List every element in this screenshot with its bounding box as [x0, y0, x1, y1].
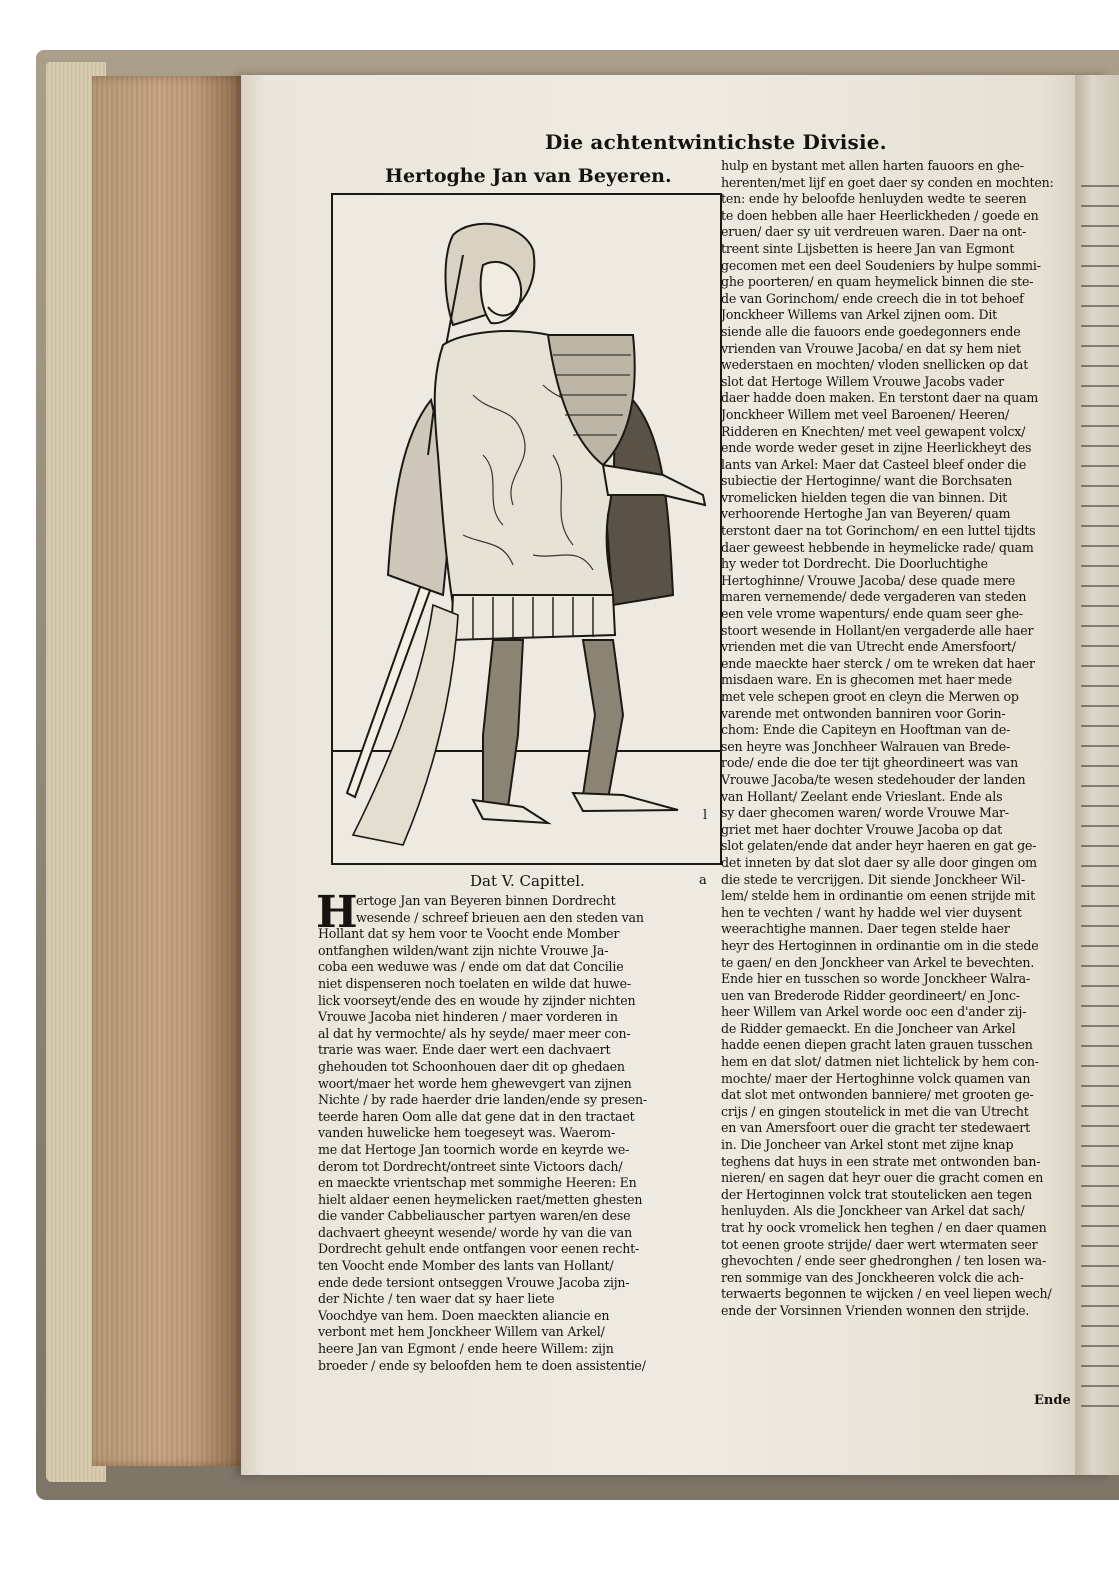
text-line: hulp en bystant met allen harten fauoors en ghe- — [721, 158, 1024, 173]
right-page-edge — [1075, 75, 1119, 1475]
text-line: misdaen ware. En is ghecomen met haer mede — [721, 672, 1012, 688]
text-line: derom tot Dordrecht/ontreet sinte Victoors dach/ — [318, 1158, 623, 1174]
text-line: de Ridder gemaeckt. En die Joncheer van Arkel — [721, 1020, 1016, 1036]
text-line: die vander Cabbeliauscher partyen waren/en dese — [318, 1208, 631, 1224]
text-line: me dat Hertoge Jan toornich worde en keyrde we- — [318, 1141, 630, 1157]
duke-figure-woodcut — [333, 195, 720, 863]
text-line: ontfanghen wilden/want zijn nichte Vrouwe Ja- — [318, 942, 609, 958]
text-line: ghehouden tot Schoonhouen daer dit op ghedaen — [318, 1058, 625, 1074]
text-line: sy daer ghecomen waren/ worde Vrouwe Mar- — [721, 805, 1009, 821]
text-line: met vele schepen groot en cleyn die Merwen op — [721, 689, 1019, 704]
text-line: teghens dat huys in een strate met ontwonden ban- — [721, 1153, 1041, 1169]
text-line: en maeckte vrientschap met sommighe Heeren: En — [318, 1175, 637, 1191]
text-line: eruen/ daer sy uit verdreuen waren. Daer na ont- — [721, 224, 1027, 240]
text-line: Jonckheer Willems van Arkel zijnen oom. Dit — [721, 307, 998, 323]
text-line: tot eenen groote strijde/ daer wert wtermaten seer — [721, 1236, 1038, 1252]
text-line: ghe poorteren/ en quam heymelick binnen die ste- — [721, 274, 1034, 290]
text-line: der Hertoginnen volck trat stoutelicken aen tegen — [721, 1186, 1033, 1202]
text-line: det inneten by dat slot daer sy alle door gingen om — [721, 854, 1037, 870]
text-line: mochte/ maer der Hertoghinne volck quamen van — [721, 1070, 1031, 1086]
text-line: ertoge Jan van Beyeren binnen Dordrecht — [356, 893, 616, 908]
text-line: niet dispenseren noch toelaten en wilde dat huwe- — [318, 975, 631, 991]
catchword: Ende — [1034, 1393, 1071, 1408]
text-line: Vrouwe Jacoba/te wesen stedehouder der landen — [721, 771, 1026, 787]
text-line: verhoorende Hertoghe Jan van Beyeren/ quam — [721, 506, 1011, 522]
text-line: Hertoghinne/ Vrouwe Jacoba/ dese quade mere — [721, 572, 1016, 588]
text-line: ende der Vorsinnen Vrienden wonnen den strijde. — [721, 1302, 1030, 1318]
text-line: wesende / schreef brieuen aen den steden van — [356, 909, 644, 925]
text-line: vanden huwelicke hem toegeseyt was. Waerom- — [318, 1125, 615, 1141]
running-head: Die achtentwintichste Divisie. — [545, 130, 887, 154]
text-column-left — [316, 887, 707, 1374]
text-line: henluyden. Als die Jonckheer van Arkel dat sach/ — [721, 1203, 1025, 1219]
text-line: ende worde weder geset in zijne Heerlickheyt des — [721, 440, 1032, 456]
text-line: heer Willem van Arkel worde ooc een d'ander zij- — [721, 1004, 1027, 1020]
text-line: Voochdye van hem. Doen maeckten aliancie en — [318, 1307, 610, 1323]
text-line: ten: ende hy beloofde henluyden wedte te seeren — [721, 191, 1027, 207]
text-line: hy weder tot Dordrecht. Die Doorluchtighe — [721, 556, 988, 572]
text-line: crijs / en gingen stoutelick in met die van Utrecht — [721, 1103, 1029, 1119]
text-line: stoort wesende in Hollant/en vergaderde alle haer — [721, 622, 1034, 638]
text-line: Hollant dat sy hem voor te Voocht ende Momber — [318, 926, 620, 942]
text-line: siende alle die fauoors ende goedegonners ende — [721, 323, 1021, 339]
text-line: te gaen/ en den Jonckheer van Arkel te bevechten. — [721, 954, 1035, 970]
woodcut-illustration — [331, 193, 722, 865]
text-line: ende dede tersiont ontseggen Vrouwe Jacoba zijn- — [318, 1274, 630, 1290]
text-line: ende maeckte haer sterck / om te wreken dat haer — [721, 655, 1035, 671]
text-line: verbont met hem Jonckheer Willem van Arkel/ — [318, 1324, 605, 1340]
text-line: trarie was waer. Ende daer wert een dachvaert — [318, 1042, 611, 1058]
text-line: te doen hebben alle haer Heerlickheden / goede en — [721, 207, 1039, 223]
text-line: wederstaen en mochten/ vloden snellicken op dat — [721, 357, 1029, 373]
text-line: treent sinte Lijsbetten is heere Jan van Egmont — [721, 240, 1015, 256]
text-line: nieren/ en sagen dat heyr ouer die gracht comen en — [721, 1170, 1044, 1186]
text-line: uen van Brederode Ridder geordineert/ en Jonc- — [721, 987, 1020, 1003]
text-line: Dordrecht gehult ende ontfangen voor eenen recht- — [318, 1241, 640, 1257]
text-line: lick voorseyt/ende des en woude hy zijnder nichten — [318, 992, 636, 1008]
text-line: daer hadde doen maken. En terstont daer na quam — [721, 390, 1039, 406]
text-line: daer geweest hebbende in heymelicke rade/ quam — [721, 539, 1034, 555]
text-line: varende met ontwonden banniren voor Gorin- — [721, 705, 1006, 721]
text-line: woort/maer het worde hem ghewevgert van zijnen — [318, 1075, 632, 1091]
chapter-caption: Dat V. Capittel. — [470, 872, 585, 890]
text-line: slot dat Hertoge Willem Vrouwe Jacobs vader — [721, 373, 1004, 389]
text-line: van Hollant/ Zeelant ende Vrieslant. Ende als — [721, 788, 1003, 804]
text-column-right — [721, 158, 1073, 1320]
text-line: terstont daer na tot Gorinchom/ en een luttel tijdts — [721, 523, 1036, 539]
text-line: die stede te vercrijgen. Dit siende Jonckheer Wil- — [721, 871, 1026, 887]
text-line: heyr des Hertoginnen in ordinantie om in die stede — [721, 937, 1039, 953]
text-line: lants van Arkel: Maer dat Casteel bleef onder die — [721, 456, 1027, 472]
text-line: ten Voocht ende Momber des lants van Hollant/ — [318, 1258, 614, 1274]
text-line: Jonckheer Willem met veel Baroenen/ Heeren/ — [721, 406, 1010, 422]
text-line: weerachtighe mannen. Daer tegen stelde haer — [721, 921, 1010, 937]
text-line: dachvaert gheeynt wesende/ worde hy van die van — [318, 1224, 633, 1240]
text-line: der Nichte / ten waer dat sy haer liete — [318, 1291, 555, 1307]
text-line: vromelicken hielden tegen die van binnen. Dit — [721, 489, 1008, 505]
text-line: de van Gorinchom/ ende creech die in tot behoef — [721, 290, 1024, 306]
text-line: griet met haer dochter Vrouwe Jacoba op dat — [721, 821, 1003, 837]
text-line: Vrouwe Jacoba niet hinderen / maer vorderen in — [318, 1009, 618, 1025]
text-line: terwaerts begonnen te wijcken / en veel liepen wech/ — [721, 1286, 1052, 1302]
text-line: en van Amersfoort ouer die gracht ter stedewaert — [721, 1120, 1030, 1136]
text-line: coba een weduwe was / ende om dat dat Concilie — [318, 959, 624, 975]
figure-title: Hertoghe Jan van Beyeren. — [385, 165, 672, 187]
text-line: in. Die Joncheer van Arkel stont met zijne knap — [721, 1137, 1014, 1153]
text-line: Nichte / by rade haerder drie landen/ende sy presen- — [318, 1092, 647, 1108]
decorated-initial: H — [316, 887, 358, 938]
text-line: hem en dat slot/ datmen niet lichtelick by hem con- — [721, 1054, 1039, 1070]
text-line: hadde eenen diepen gracht laten grauen tusschen — [721, 1037, 1033, 1053]
text-line: vrienden van Vrouwe Jacoba/ en dat sy hem niet — [721, 340, 1021, 356]
text-line: hielt aldaer eenen heymelicken raet/metten ghesten — [318, 1191, 643, 1207]
text-line: een vele vrome wapenturs/ ende quam seer ghe- — [721, 606, 1023, 622]
text-line: hen te vechten / want hy hadde wel vier duysent — [721, 904, 1022, 920]
text-line: teerde haren Oom alle dat gene dat in den tractaet — [318, 1108, 635, 1124]
text-line: Ende hier en tusschen so worde Jonckheer Walra- — [721, 971, 1031, 987]
text-line: Ridderen en Knechten/ met veel gewapent volcx/ — [721, 423, 1026, 439]
text-line: rode/ ende die doe ter tijt gheordineert was van — [721, 755, 1018, 771]
text-line: subiectie der Hertoginne/ want die Borchsaten — [721, 473, 1012, 489]
right-page-text-lines — [1081, 185, 1119, 1415]
text-line: vrienden met die van Utrecht ende Amersfoort/ — [721, 639, 1016, 655]
text-line: herenten/met lijf en goet daer sy conden en mochten: — [721, 174, 1054, 190]
text-line: lem/ stelde hem in ordinantie om eenen strijde mit — [721, 888, 1035, 904]
text-line: ren sommige van des Jonckheeren volck die ach- — [721, 1269, 1024, 1285]
text-line: chom: Ende die Capiteyn en Hooftman van de- — [721, 722, 1011, 738]
margin-mark: l — [703, 808, 708, 823]
margin-mark: a — [699, 873, 707, 888]
text-line: heere Jan van Egmont / ende heere Willem: zijn — [318, 1341, 614, 1357]
text-line: broeder / ende sy beloofden hem te doen assistentie/ — [318, 1357, 646, 1373]
text-line: dat slot met ontwonden banniere/ met grooten ge- — [721, 1087, 1034, 1103]
text-line: gecomen met een deel Soudeniers by hulpe sommi- — [721, 257, 1041, 273]
text-line: maren vernemende/ dede vergaderen van steden — [721, 589, 1027, 605]
text-line: trat hy oock vromelick hen teghen / en daer quamen — [721, 1220, 1047, 1235]
text-line: ghevochten / ende seer ghedronghen / ten losen wa- — [721, 1253, 1047, 1269]
text-line: sen heyre was Jonchheer Walrauen van Brede- — [721, 738, 1011, 754]
text-line: slot gelaten/ende dat ander heyr haeren en gat ge- — [721, 838, 1037, 854]
text-line: al dat hy vermochte/ als hy seyde/ maer meer con- — [318, 1025, 631, 1041]
